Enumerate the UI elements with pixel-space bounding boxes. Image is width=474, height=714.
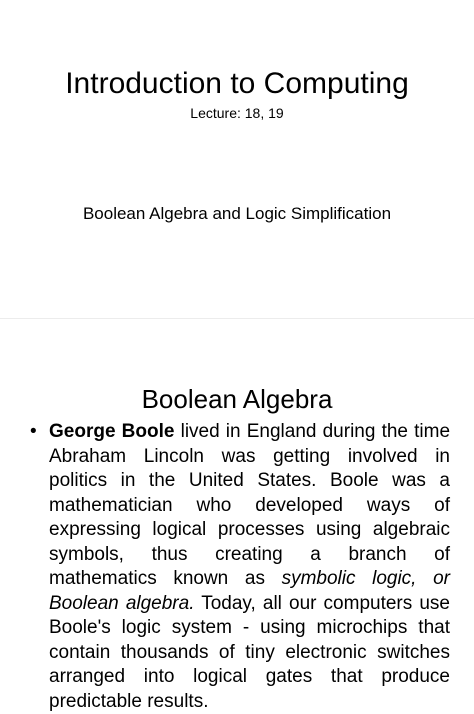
bullet-text-part-1: lived in England during the time Abraham Lincoln was getting involved in politics in the United States. Boole was a mathematician who developed ways of expressing logical processes using algebraic symbols, thus creating a branch of mathematics known as [49, 421, 451, 589]
lecture-number: Lecture: 18, 19 [190, 105, 284, 121]
presentation-subtitle: Boolean Algebra and Logic Simplification [82, 204, 392, 223]
bullet-list [30, 420, 450, 714]
bullet-text-part-2: Today, all our computers use Boole's logic system - using microchips that contain thousands of tiny electronic switches arranged into logical gates that produce predictable results. [49, 592, 450, 712]
bullet-emphasis: symbolic logic, or Boolean algebra. [49, 568, 450, 614]
title-slide [0, 0, 474, 318]
slide-title: Boolean Algebra [141, 384, 333, 414]
bullet-name: George Boole [49, 421, 175, 442]
content-slide [0, 319, 474, 712]
presentation-title: Introduction to Computing [65, 67, 409, 100]
bullet-icon: • [30, 421, 37, 442]
bullet-item [49, 420, 450, 714]
